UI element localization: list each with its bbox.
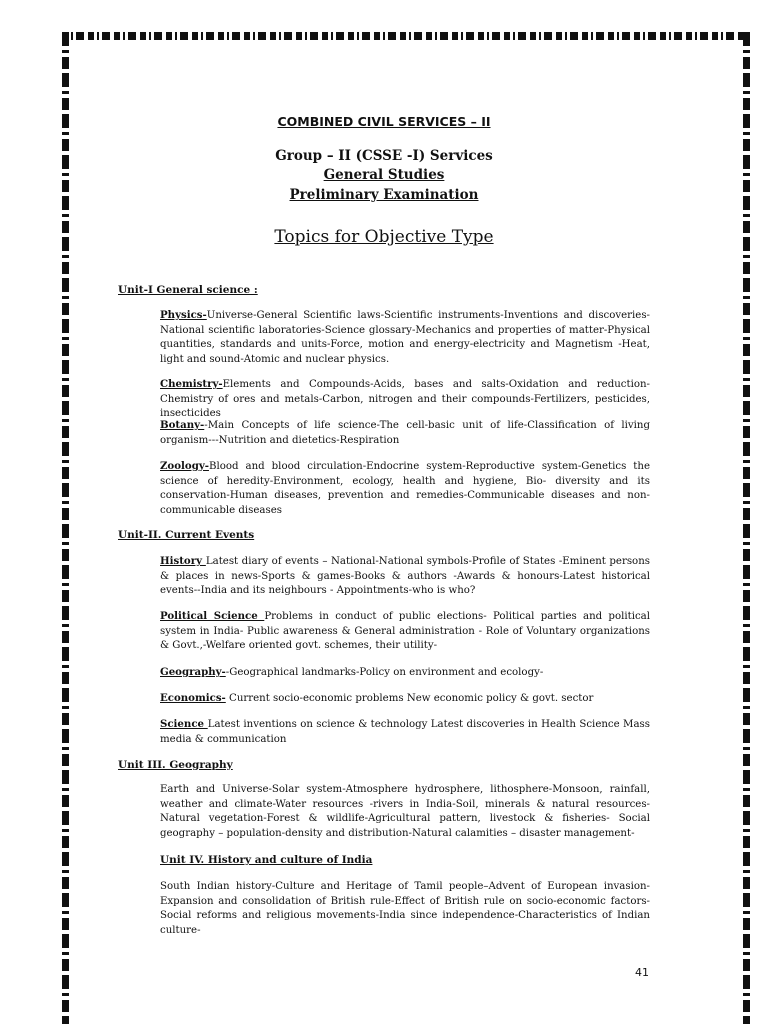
history-unit-paragraph: South Indian history-Culture and Heritage of Tamil people–Advent of European invasion-Expansion and consolidation of British rule-Effect of British rule on socio-economic factors-Social reforms and religious movements-India since independence-Characteristics of Indian culture- <box>160 881 650 936</box>
economics-paragraph <box>160 691 650 707</box>
botany-paragraph <box>160 418 650 448</box>
chemistry-label: Chemistry- <box>160 378 223 390</box>
chemistry-text: Elements and Compounds-Acids, bases and salts-Oxidation and reduction-Chemistry of ores and metals-Carbon, nitrogen and their compounds-Fertilizers, pesticides, insecticides <box>160 379 650 419</box>
science-text: Latest inventions on science & technology Latest discoveries in Health Science Mass media & communication <box>160 719 650 745</box>
zoology-label: Zoology- <box>160 460 209 472</box>
page-number: 41 <box>635 966 649 979</box>
economics-text: Current socio-economic problems New economic policy & govt. sector <box>225 693 594 704</box>
political-science-label: Political Science <box>160 610 265 622</box>
geography-label: Geography- <box>160 666 226 678</box>
physics-paragraph <box>160 308 650 367</box>
chemistry-paragraph <box>160 377 650 422</box>
document-title: COMBINED CIVIL SERVICES – II <box>277 114 491 129</box>
history-paragraph <box>160 554 650 599</box>
zoology-paragraph <box>160 459 650 518</box>
topics-heading: Topics for Objective Type <box>274 227 494 247</box>
political-science-paragraph <box>160 609 650 654</box>
geography-unit-paragraph: Earth and Universe-Solar system-Atmosphere hydrosphere, lithosphere-Monsoon, rainfall, weather and climate-Water resources -rivers in India-Soil, minerals & natural resources-Natural vegetation-Forest & wildlife-Agricultural pattern, livestock & fisheries- Social geography – population-density and distribution-Natural calamities – disaster management- <box>160 784 650 839</box>
botany-text: -Main Concepts of life science-The cell-basic unit of life-Classification of living organism---Nutrition and dietetics-Respiration <box>160 420 650 446</box>
geography-text: -Geographical landmarks-Policy on environment and ecology- <box>225 667 544 678</box>
science-paragraph <box>160 717 650 747</box>
economics-label: Economics- <box>160 692 226 704</box>
group-title: Group – II (CSSE -I) Services <box>275 148 493 164</box>
botany-label: Botany- <box>160 419 205 431</box>
geography-paragraph <box>160 665 650 681</box>
history-text: Latest diary of events – National-National symbols-Profile of States -Eminent persons & places in news-Sports & games-Books & authors -Awards & honours-Latest historical events--India and its neighbours - Appointments-who is who? <box>160 556 650 596</box>
physics-text: Universe-General Scientific laws-Scientific instruments-Inventions and discoveries-National scientific laboratories-Science glossary-Mechanics and properties of matter-Physical quantities, standards and units-Force, motion and energy-electricity and Magnetism -Heat, light and sound-Atomic and nuclear physics. <box>160 310 650 365</box>
unit-2-heading: Unit-II. Current Events <box>118 529 255 541</box>
history-label: History <box>160 555 206 567</box>
political-science-text: Problems in conduct of public elections- Political parties and political system in India- Public awareness & General administration - Role of Voluntary organizations & Govt.,-Welfare oriented govt. schemes, their utility- <box>160 611 650 651</box>
exam-title: Preliminary Examination <box>289 187 479 203</box>
unit-3-heading: Unit III. Geography <box>118 759 233 771</box>
unit-1-heading: Unit-I General science : <box>118 284 258 296</box>
unit-4-heading: Unit IV. History and culture of India <box>160 854 373 866</box>
zoology-text: Blood and blood circulation-Endocrine system-Reproductive system-Genetics the science of heredity-Environment, ecology, health and hygiene, Bio- diversity and its conservation-Human diseases, prevention and remedies-Communicable diseases and non-communicable diseases <box>160 461 650 516</box>
physics-label: Physics- <box>160 309 207 321</box>
subject-title: General Studies <box>323 167 445 183</box>
science-label: Science <box>160 718 208 730</box>
